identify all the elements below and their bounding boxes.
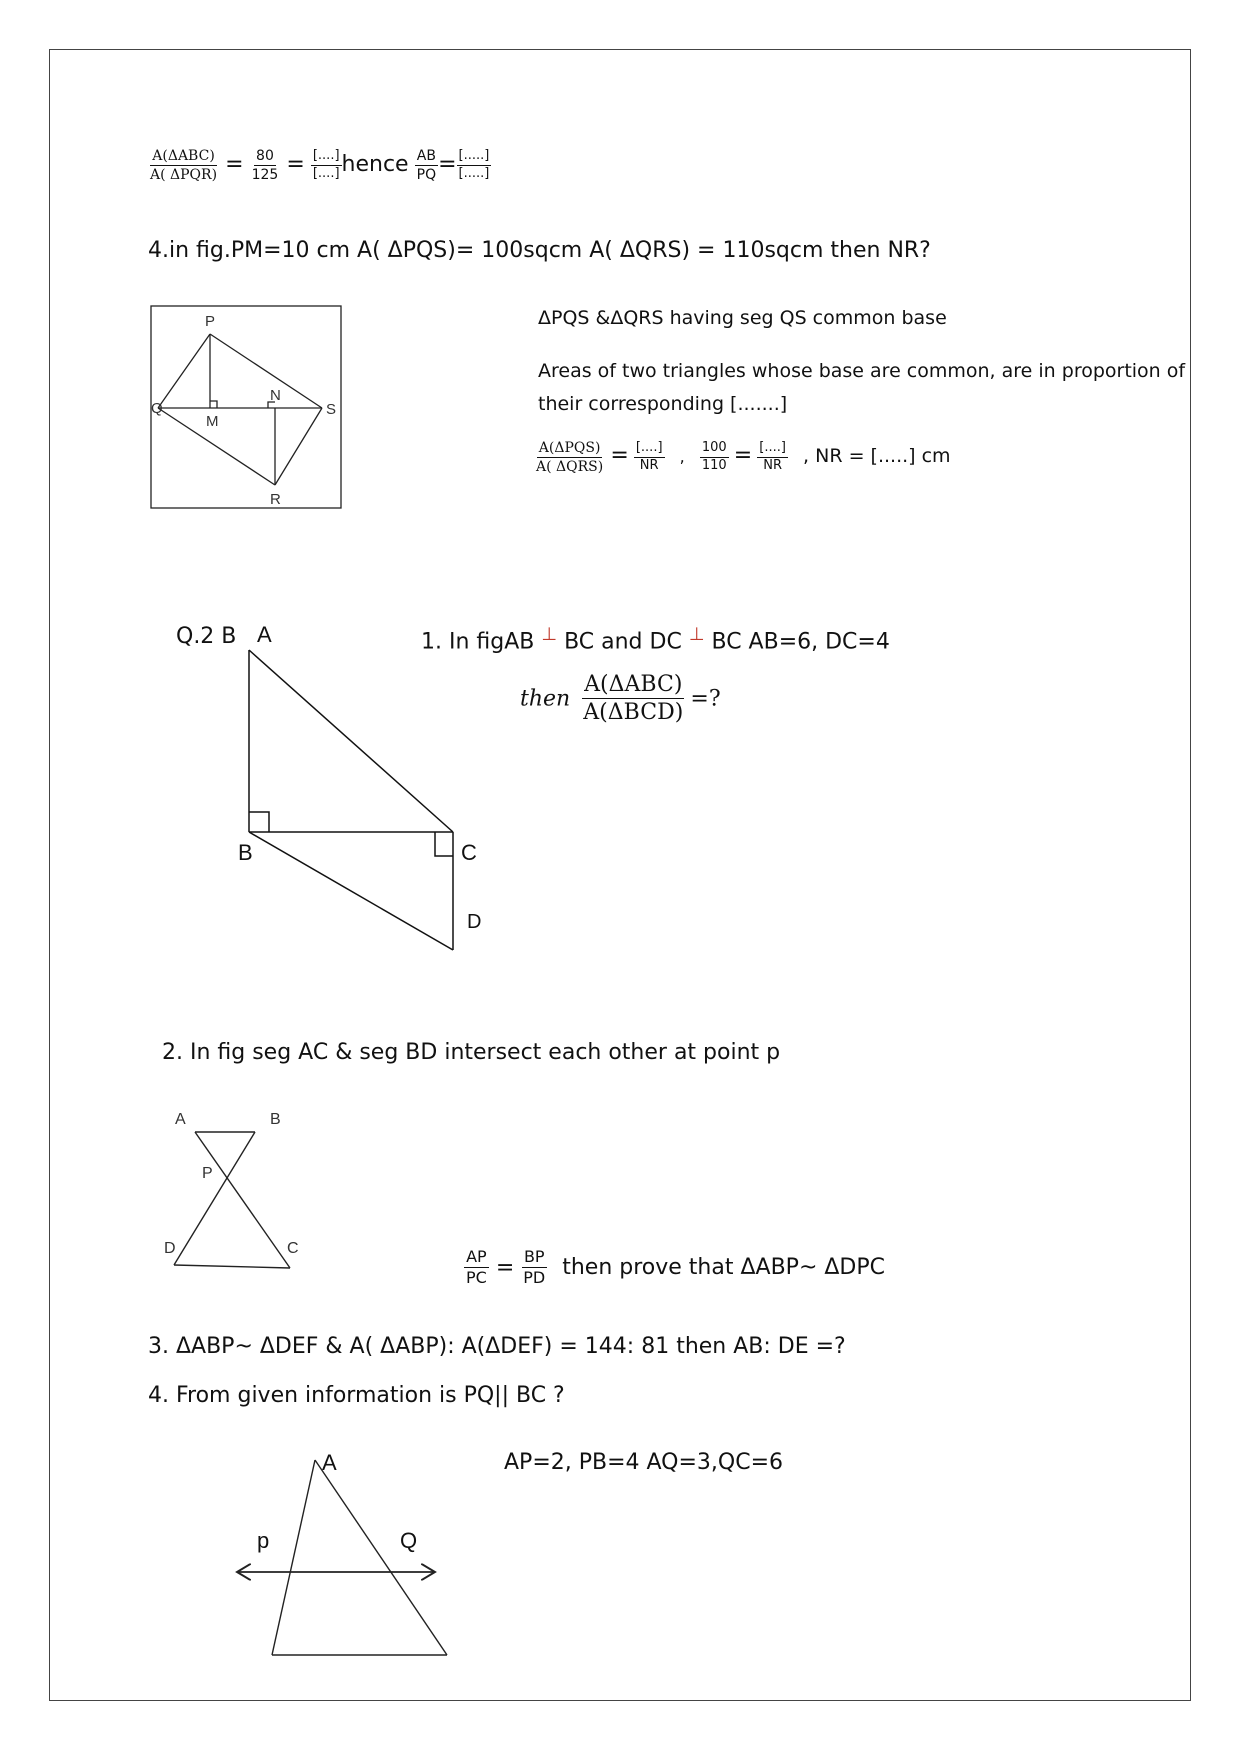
seg-ac xyxy=(249,650,453,832)
seg-ab xyxy=(272,1460,315,1655)
nr-fraction-4: $\frac{[....]}{NR}$ xyxy=(759,440,786,474)
seg-ps xyxy=(210,334,322,408)
right-angle-m xyxy=(210,401,217,408)
figure-triangle-pq xyxy=(225,1440,455,1670)
seg-sr xyxy=(275,408,322,485)
ratio-fraction-4: $\frac{AB}{PQ}$ xyxy=(416,148,437,184)
figure-pqrs xyxy=(150,305,342,509)
seg-bd xyxy=(174,1132,255,1265)
question-2-3: 3. ΔABP~ ΔDEF & A( ΔABP): A(ΔDEF) = 144: 81 then AB: DE =? xyxy=(148,1334,846,1359)
seg-pq xyxy=(158,334,210,408)
right-angle-c xyxy=(435,832,453,856)
figure-abcd xyxy=(225,620,495,955)
figure-hourglass xyxy=(160,1110,310,1280)
label-q: Q xyxy=(400,1528,418,1553)
nr-fraction-2: $\frac{[....]}{NR}$ xyxy=(635,440,663,474)
nr-fraction-1: $\frac{\text{A(ΔPQS)}}{\text{A( ΔQRS)}}$ xyxy=(536,440,604,476)
ap-pc-fraction: $\frac{AP}{PC}$ xyxy=(466,1247,487,1288)
right-angle-b xyxy=(249,812,269,832)
seg-dc xyxy=(174,1265,290,1268)
area-ratio-question: then $\frac{\text{A(ΔABC)}}{\text{A(ΔBCD)}}$ =? xyxy=(520,672,721,726)
hence-word: hence xyxy=(341,152,409,178)
figure-frame xyxy=(151,306,341,508)
nr-ratio-line: $\frac{\text{A(ΔPQS)}}{\text{A( ΔQRS)}}$ = $\frac{[....]}{NR}$ , $\frac{100}{110}$ = $\frac{[....]}{NR}$ , NR = [.....] cm xyxy=(536,440,951,476)
note-proportion-2: their corresponding [.......] xyxy=(538,393,788,415)
label-q: Q xyxy=(151,400,163,417)
label-b: B xyxy=(238,840,253,865)
label-n: N xyxy=(270,387,281,404)
question-4-nr: 4.in fig.PM=10 cm A( ΔPQS)= 100sqcm A( ΔQRS) = 110sqcm then NR? xyxy=(148,238,931,263)
label-a: A xyxy=(322,1450,337,1475)
label-m: M xyxy=(206,413,219,430)
bp-pd-fraction: $\frac{BP}{PD}$ xyxy=(523,1247,546,1288)
label-p: P xyxy=(202,1165,213,1182)
abc-bcd-fraction: $\frac{\text{A(ΔABC)}}{\text{A(ΔBCD)}}$ xyxy=(583,672,684,726)
label-c: C xyxy=(461,840,477,865)
ratio-fraction-2: $\frac{80}{125}$ xyxy=(251,148,279,184)
section-heading-q2b: Q.2 B xyxy=(176,624,237,649)
question-2-2: 2. In fig seg AC & seg BD intersect each other at point p xyxy=(162,1040,781,1065)
label-b: B xyxy=(270,1111,281,1128)
label-p: P xyxy=(205,313,216,330)
label-d: D xyxy=(164,1240,176,1257)
seg-ac xyxy=(315,1460,447,1655)
ratio-fraction-1: $\frac{\text{A(ΔABC)}}{\text{A( ΔPQR)}}$ xyxy=(150,148,218,184)
note-proportion-1: Areas of two triangles whose base are common, are in proportion of xyxy=(538,360,1186,382)
prove-similarity-line: $\frac{AP}{PC}$ = $\frac{BP}{PD}$ then prove that ΔABP~ ΔDPC xyxy=(466,1247,885,1288)
question-2-4: 4. From given information is PQ|| BC ? xyxy=(148,1383,565,1408)
perpendicular-symbol: ⊥ xyxy=(688,624,705,645)
seg-bd xyxy=(249,832,453,950)
ratio-fraction-5: $\frac{[.....]}{[.....]}$ xyxy=(458,148,490,182)
label-r: R xyxy=(270,491,281,508)
given-values: AP=2, PB=4 AQ=3,QC=6 xyxy=(504,1450,784,1475)
label-c: C xyxy=(287,1240,299,1257)
area-ratio-line: $\frac{\text{A(ΔABC)}}{\text{A( ΔPQR)}}$ = $\frac{80}{125}$ = $\frac{[....]}{[....]}$ hence $\frac{AB}{PQ}$ = $\frac{[.....]}{[.....]}$ xyxy=(150,148,490,184)
label-a: A xyxy=(175,1111,186,1128)
label-p: p xyxy=(257,1528,270,1553)
nr-fraction-3: $\frac{100}{110}$ xyxy=(701,440,727,474)
perpendicular-symbol: ⊥ xyxy=(541,624,558,645)
note-common-base: ΔPQS &ΔQRS having seg QS common base xyxy=(538,307,947,329)
label-s: S xyxy=(326,401,337,418)
ratio-fraction-3: $\frac{[....]}{[....]}$ xyxy=(312,148,340,182)
label-a: A xyxy=(257,622,272,647)
label-d: D xyxy=(467,911,482,933)
question-2-1: 1. In figAB ⊥ BC and DC ⊥ BC AB=6, DC=4 xyxy=(421,624,890,655)
